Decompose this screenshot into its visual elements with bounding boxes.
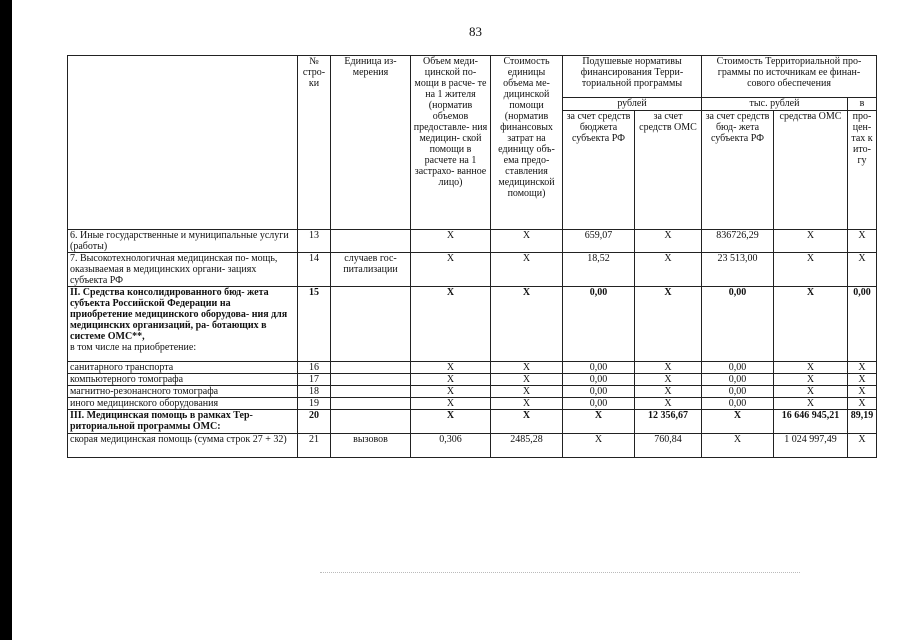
table-row — [68, 362, 877, 374]
row-name-cell — [68, 398, 298, 410]
cell-t-oms: 16 646 945,21 — [774, 410, 848, 434]
cell-pc-oms: X — [635, 253, 702, 287]
cell-volume: X — [411, 230, 491, 253]
cell-t-oms: X — [774, 253, 848, 287]
cell-t-pct: X — [848, 253, 877, 287]
cell-pc-oms: X — [635, 287, 702, 362]
cell-unit: вызовов — [331, 434, 411, 458]
table-row — [68, 230, 877, 253]
cell-num: 15 — [298, 287, 331, 362]
row-name: иного медицинского оборудования — [70, 398, 219, 409]
cell-pc-budget: 0,00 — [563, 398, 635, 410]
row-name-cell — [68, 410, 298, 434]
cell-unit — [331, 374, 411, 386]
row-name: III. Медицинская помощь в рамках Тер- риториальной программы ОМС: — [70, 410, 253, 432]
row-name-cell — [68, 374, 298, 386]
table-row — [68, 386, 877, 398]
table-row — [68, 434, 877, 458]
cell-t-pct: X — [848, 386, 877, 398]
scan-edge-bar — [0, 0, 12, 640]
header-unit: Единица из- мерения — [331, 56, 411, 230]
cell-t-oms: X — [774, 398, 848, 410]
cell-unit — [331, 386, 411, 398]
cell-t-budget: X — [702, 410, 774, 434]
header-row-number: № стро- ки — [298, 56, 331, 230]
cell-t-budget: X — [702, 434, 774, 458]
cell-cost: X — [491, 230, 563, 253]
cell-pc-oms: X — [635, 398, 702, 410]
cell-t-pct: X — [848, 434, 877, 458]
cell-pc-oms: X — [635, 374, 702, 386]
cell-unit — [331, 230, 411, 253]
cell-t-budget: 0,00 — [702, 386, 774, 398]
cell-pc-oms: 760,84 — [635, 434, 702, 458]
row-name-cell — [68, 362, 298, 374]
cell-pc-budget: 0,00 — [563, 386, 635, 398]
cell-pc-budget: 0,00 — [563, 287, 635, 362]
header-volume: Объем меди- цинской по- мощи в расче- те на 1 жителя (норматив объемов предоставле- ния медицин- ской помощи в расчете на 1 застрахо- ванное лицо) — [411, 56, 491, 230]
cell-unit — [331, 362, 411, 374]
row-name: компьютерного томографа — [70, 374, 184, 385]
cell-unit — [331, 398, 411, 410]
row-name: 7. Высокотехнологичная медицинская по- мощь, оказываемая в медицинских органи- зациях субъекта РФ — [70, 253, 278, 286]
cell-num: 18 — [298, 386, 331, 398]
cell-cost: X — [491, 410, 563, 434]
cell-cost: X — [491, 362, 563, 374]
header-total-percent: про- цен- тах к ито- гу — [848, 111, 877, 230]
row-name-cell — [68, 386, 298, 398]
cell-pc-budget: 18,52 — [563, 253, 635, 287]
cell-t-oms: 1 024 997,49 — [774, 434, 848, 458]
header-per-capita-unit: рублей — [563, 98, 702, 111]
cell-t-pct: 0,00 — [848, 287, 877, 362]
cell-pc-oms: 12 356,67 — [635, 410, 702, 434]
scan-artifact-line — [320, 572, 800, 573]
table-row — [68, 253, 877, 287]
cell-volume: 0,306 — [411, 434, 491, 458]
cell-volume: X — [411, 410, 491, 434]
cell-num: 21 — [298, 434, 331, 458]
cell-unit — [331, 287, 411, 362]
row-name-cell — [68, 253, 298, 287]
cell-t-pct: X — [848, 398, 877, 410]
cell-pc-budget: X — [563, 434, 635, 458]
row-name-cell — [68, 230, 298, 253]
header-total-budget: за счет средств бюд- жета субъекта РФ — [702, 111, 774, 230]
table-row — [68, 374, 877, 386]
cell-t-oms: X — [774, 386, 848, 398]
program-cost-table — [67, 55, 877, 458]
cell-pc-oms: X — [635, 230, 702, 253]
table-header — [68, 56, 877, 230]
cell-volume: X — [411, 287, 491, 362]
cell-t-budget: 0,00 — [702, 374, 774, 386]
cell-num: 20 — [298, 410, 331, 434]
cell-pc-oms: X — [635, 362, 702, 374]
header-total-oms: средства ОМС — [774, 111, 848, 230]
header-name-cell — [68, 56, 298, 230]
cell-t-oms: X — [774, 374, 848, 386]
page-number: 83 — [469, 24, 482, 39]
header-per-capita-group: Подушевые нормативы финансирования Терри- ториальной программы — [563, 56, 702, 98]
cell-cost: X — [491, 287, 563, 362]
cell-t-pct: X — [848, 362, 877, 374]
cell-t-oms: X — [774, 230, 848, 253]
cell-volume: X — [411, 362, 491, 374]
cell-t-oms: X — [774, 362, 848, 374]
cell-t-budget: 0,00 — [702, 398, 774, 410]
table-body — [68, 230, 877, 458]
cell-cost: X — [491, 374, 563, 386]
cell-pc-budget: 659,07 — [563, 230, 635, 253]
table-row — [68, 410, 877, 434]
cell-num: 14 — [298, 253, 331, 287]
cell-volume: X — [411, 253, 491, 287]
cell-volume: X — [411, 398, 491, 410]
row-name: магнитно-резонансного томографа — [70, 386, 219, 397]
cell-num: 17 — [298, 374, 331, 386]
header-total-unit: тыс. рублей — [702, 98, 848, 111]
row-name-cell — [68, 434, 298, 458]
cell-unit — [331, 410, 411, 434]
row-name: скорая медицинская помощь (сумма строк 27 + 32) — [70, 434, 287, 445]
table-row — [68, 398, 877, 410]
row-name: санитарного транспорта — [70, 362, 174, 373]
cell-unit: случаев гос- питализации — [331, 253, 411, 287]
header-per-capita-oms: за счет средств ОМС — [635, 111, 702, 230]
row-name: II. Средства консолидированного бюд- жета субъекта Российской Федерации на приобретение медицинского оборудова- ния для медицинских организаций, ра- ботающих в системе ОМС**, — [70, 287, 288, 342]
table-row — [68, 287, 877, 362]
cell-t-pct: 89,19 — [848, 410, 877, 434]
cell-t-oms: X — [774, 287, 848, 362]
cell-cost: 2485,28 — [491, 434, 563, 458]
cell-pc-budget: X — [563, 410, 635, 434]
cell-t-budget: 23 513,00 — [702, 253, 774, 287]
header-per-capita-budget: за счет средств бюджета субъекта РФ — [563, 111, 635, 230]
cell-cost: X — [491, 386, 563, 398]
cell-volume: X — [411, 374, 491, 386]
cell-volume: X — [411, 386, 491, 398]
cell-num: 19 — [298, 398, 331, 410]
cell-t-pct: X — [848, 374, 877, 386]
cell-num: 16 — [298, 362, 331, 374]
cell-pc-budget: 0,00 — [563, 374, 635, 386]
row-name: 6. Иные государственные и муниципальные услуги (работы) — [70, 230, 289, 252]
cell-pc-oms: X — [635, 386, 702, 398]
cell-cost: X — [491, 398, 563, 410]
row-name-cell — [68, 287, 298, 362]
header-unit-cost: Стоимость единицы объема ме- дицинской помощи (норматив финансовых затрат на единицу объ- ема предо- ставления медицинской помощи) — [491, 56, 563, 230]
header-total-group: Стоимость Территориальной про- граммы по источникам ее финан- сового обеспечения — [702, 56, 877, 98]
cell-pc-budget: 0,00 — [563, 362, 635, 374]
header-percent-label: в — [848, 98, 877, 111]
cell-t-budget: 0,00 — [702, 362, 774, 374]
cell-t-pct: X — [848, 230, 877, 253]
cell-cost: X — [491, 253, 563, 287]
cell-t-budget: 0,00 — [702, 287, 774, 362]
cell-t-budget: 836726,29 — [702, 230, 774, 253]
row-name-subline: в том числе на приобретение: — [70, 342, 197, 353]
cell-num: 13 — [298, 230, 331, 253]
